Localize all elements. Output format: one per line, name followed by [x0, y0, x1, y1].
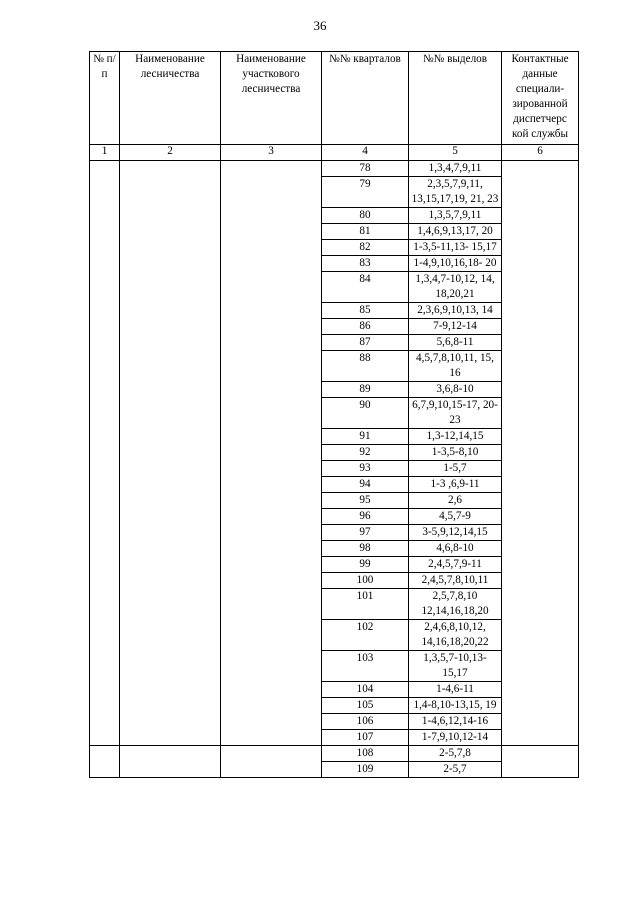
sections-cell: 1-3,5-8,10 — [409, 445, 502, 461]
quarter-cell: 80 — [322, 208, 409, 224]
column-number: 4 — [322, 145, 409, 161]
sections-cell: 6,7,9,10,15-17, 20-23 — [409, 398, 502, 429]
column-number: 5 — [409, 145, 502, 161]
sections-cell: 1-5,7 — [409, 461, 502, 477]
quarter-cell: 99 — [322, 557, 409, 573]
quarter-cell: 109 — [322, 762, 409, 778]
quarter-cell: 87 — [322, 335, 409, 351]
sections-cell: 2,6 — [409, 493, 502, 509]
quarter-cell: 79 — [322, 177, 409, 208]
sections-cell: 1,3,5,7-10,13- 15,17 — [409, 651, 502, 682]
quarter-cell: 91 — [322, 429, 409, 445]
contacts-cell — [502, 161, 579, 746]
number-cell — [90, 161, 120, 746]
quarter-cell: 94 — [322, 477, 409, 493]
table-body — [90, 52, 579, 778]
quarter-cell: 93 — [322, 461, 409, 477]
sections-cell: 2-5,7,8 — [409, 746, 502, 762]
sections-cell: 1,4,6,9,13,17, 20 — [409, 224, 502, 240]
district-forestry-cell — [221, 161, 322, 746]
district-forestry-cell — [221, 746, 322, 778]
sections-cell: 1,3,4,7,9,11 — [409, 161, 502, 177]
quarter-cell: 106 — [322, 714, 409, 730]
sections-cell: 2,3,6,9,10,13, 14 — [409, 303, 502, 319]
page-number: 36 — [313, 18, 327, 33]
quarter-cell: 105 — [322, 698, 409, 714]
sections-cell: 7-9,12-14 — [409, 319, 502, 335]
quarter-cell: 95 — [322, 493, 409, 509]
table-row — [90, 746, 579, 762]
quarter-cell: 102 — [322, 620, 409, 651]
quarter-cell: 96 — [322, 509, 409, 525]
sections-cell: 5,6,8-11 — [409, 335, 502, 351]
quarter-cell: 85 — [322, 303, 409, 319]
quarter-cell: 101 — [322, 589, 409, 620]
column-number: 1 — [90, 145, 120, 161]
sections-cell: 4,5,7-9 — [409, 509, 502, 525]
quarter-cell: 97 — [322, 525, 409, 541]
number-cell — [90, 746, 120, 778]
quarter-cell: 83 — [322, 256, 409, 272]
sections-cell: 1-7,9,10,12-14 — [409, 730, 502, 746]
column-number: 3 — [221, 145, 322, 161]
sections-cell: 4,6,8-10 — [409, 541, 502, 557]
sections-cell: 1,3,5,7,9,11 — [409, 208, 502, 224]
quarter-cell: 86 — [322, 319, 409, 335]
quarter-cell: 82 — [322, 240, 409, 256]
quarter-cell: 98 — [322, 541, 409, 557]
sections-cell: 3,6,8-10 — [409, 382, 502, 398]
quarter-cell: 89 — [322, 382, 409, 398]
contacts-cell — [502, 746, 579, 778]
quarter-cell: 92 — [322, 445, 409, 461]
quarter-cell: 90 — [322, 398, 409, 429]
header-cell-sections: №№ выделов — [409, 52, 502, 145]
quarter-cell: 81 — [322, 224, 409, 240]
header-cell-quarters: №№ кварталов — [322, 52, 409, 145]
allocation-table — [89, 51, 579, 778]
quarter-cell: 107 — [322, 730, 409, 746]
sections-cell: 2,3,5,7,9,11, 13,15,17,19, 21, 23 — [409, 177, 502, 208]
sections-cell: 1-4,6,12,14-16 — [409, 714, 502, 730]
sections-cell: 3-5,9,12,14,15 — [409, 525, 502, 541]
sections-cell: 2,4,5,7,8,10,11 — [409, 573, 502, 589]
column-number: 2 — [120, 145, 221, 161]
sections-cell: 1,4-8,10-13,15, 19 — [409, 698, 502, 714]
forestry-cell — [120, 161, 221, 746]
quarter-cell: 100 — [322, 573, 409, 589]
header-cell-forestry: Наименование лесничества — [120, 52, 221, 145]
quarter-cell: 88 — [322, 351, 409, 382]
header-cell-contacts: Контактные данные специали-зированной диспетчерс кой службы — [502, 52, 579, 145]
sections-cell: 4,5,7,8,10,11, 15, 16 — [409, 351, 502, 382]
sections-cell: 1-3,5-11,13- 15,17 — [409, 240, 502, 256]
header-cell-number: № п/п — [90, 52, 120, 145]
header-row — [90, 52, 579, 145]
header-cell-district-forestry: Наименование участкового лесничества — [221, 52, 322, 145]
sections-cell: 2,4,5,7,9-11 — [409, 557, 502, 573]
quarter-cell: 104 — [322, 682, 409, 698]
sections-cell: 2,5,7,8,10 12,14,16,18,20 — [409, 589, 502, 620]
sections-cell: 2,4,6,8,10,12, 14,16,18,20,22 — [409, 620, 502, 651]
quarter-cell: 103 — [322, 651, 409, 682]
sections-cell: 1-4,6-11 — [409, 682, 502, 698]
column-number: 6 — [502, 145, 579, 161]
table-row — [90, 161, 579, 177]
sections-cell: 1-4,9,10,16,18- 20 — [409, 256, 502, 272]
sections-cell: 1-3 ,6,9-11 — [409, 477, 502, 493]
quarter-cell: 84 — [322, 272, 409, 303]
column-number-row — [90, 145, 579, 161]
sections-cell: 1,3-12,14,15 — [409, 429, 502, 445]
forestry-cell — [120, 746, 221, 778]
quarter-cell: 78 — [322, 161, 409, 177]
sections-cell: 2-5,7 — [409, 762, 502, 778]
sections-cell: 1,3,4,7-10,12, 14, 18,20,21 — [409, 272, 502, 303]
quarter-cell: 108 — [322, 746, 409, 762]
